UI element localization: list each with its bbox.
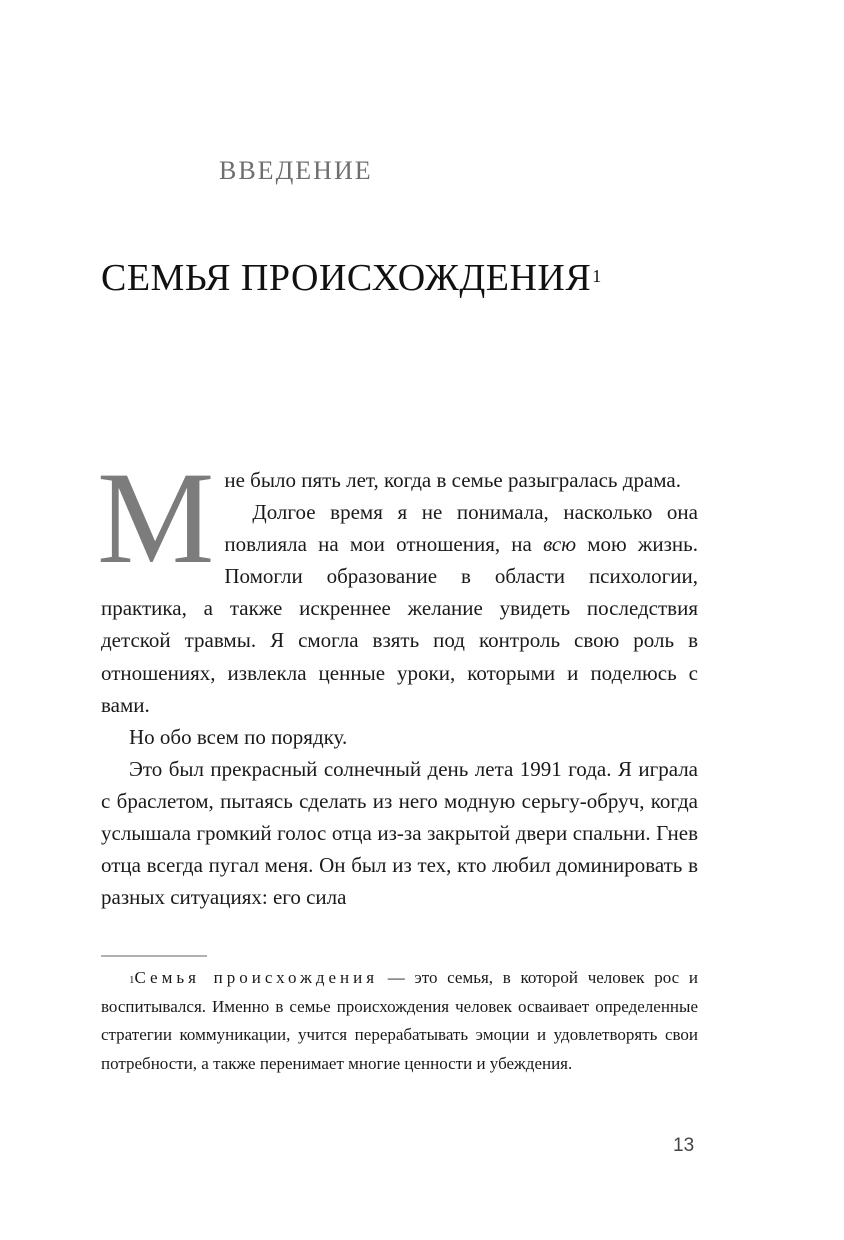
chapter-title xyxy=(101,253,602,303)
footnote-marker-title: 1 xyxy=(592,266,602,286)
paragraph-2-text-b: мою жизнь. Помогли образование в области психологии, практика, а также искреннее желание увидеть последствия детской травмы. Я смогла взять под контроль свою роль в отношениях, извлекла ценные уроки, которыми и поделюсь с вами. xyxy=(101,532,699,717)
footnote-marker: 1 xyxy=(129,974,135,986)
footnote xyxy=(101,964,698,1078)
footnote-text: — это семья, в которой человек рос и воспитывался. Именно в семье происхождения человек осваивает определенные стратегии коммуникации, учится перерабатывать эмоции и удовлетворять свои потребности, а также перенимает многие ценности и убеждения. xyxy=(101,968,698,1073)
footnote-divider xyxy=(101,955,207,957)
paragraph-2-italic: всю xyxy=(543,532,577,557)
body-text xyxy=(97,444,699,913)
page-number: 13 xyxy=(673,1135,695,1156)
section-label: ВВЕДЕНИЕ xyxy=(219,156,373,185)
paragraph-3: Но обо всем по порядку. xyxy=(129,724,348,749)
paragraph-1-text: не было пять лет, когда в семье разыгралась драма. xyxy=(224,468,681,492)
paragraph-2-text-a: Долгое время я не понимала, насколько она повлияла на мои отношения, на xyxy=(224,500,698,557)
paragraph-4: Это был прекрасный солнечный день лета 1991 года. Я играла с браслетом, пытаясь сделать из него модную серьгу-обруч, когда услышала громкий голос отца из-за закрытой двери спальни. Гнев отца всегда пугал меня. Он был из тех, кто любил доминировать в разных ситуациях: его сила xyxy=(101,756,698,910)
footnote-term: Семья происхождения xyxy=(134,968,379,987)
drop-cap: М xyxy=(97,444,215,591)
chapter-title-text: СЕМЬЯ ПРОИСХОЖДЕНИЯ xyxy=(101,257,592,299)
